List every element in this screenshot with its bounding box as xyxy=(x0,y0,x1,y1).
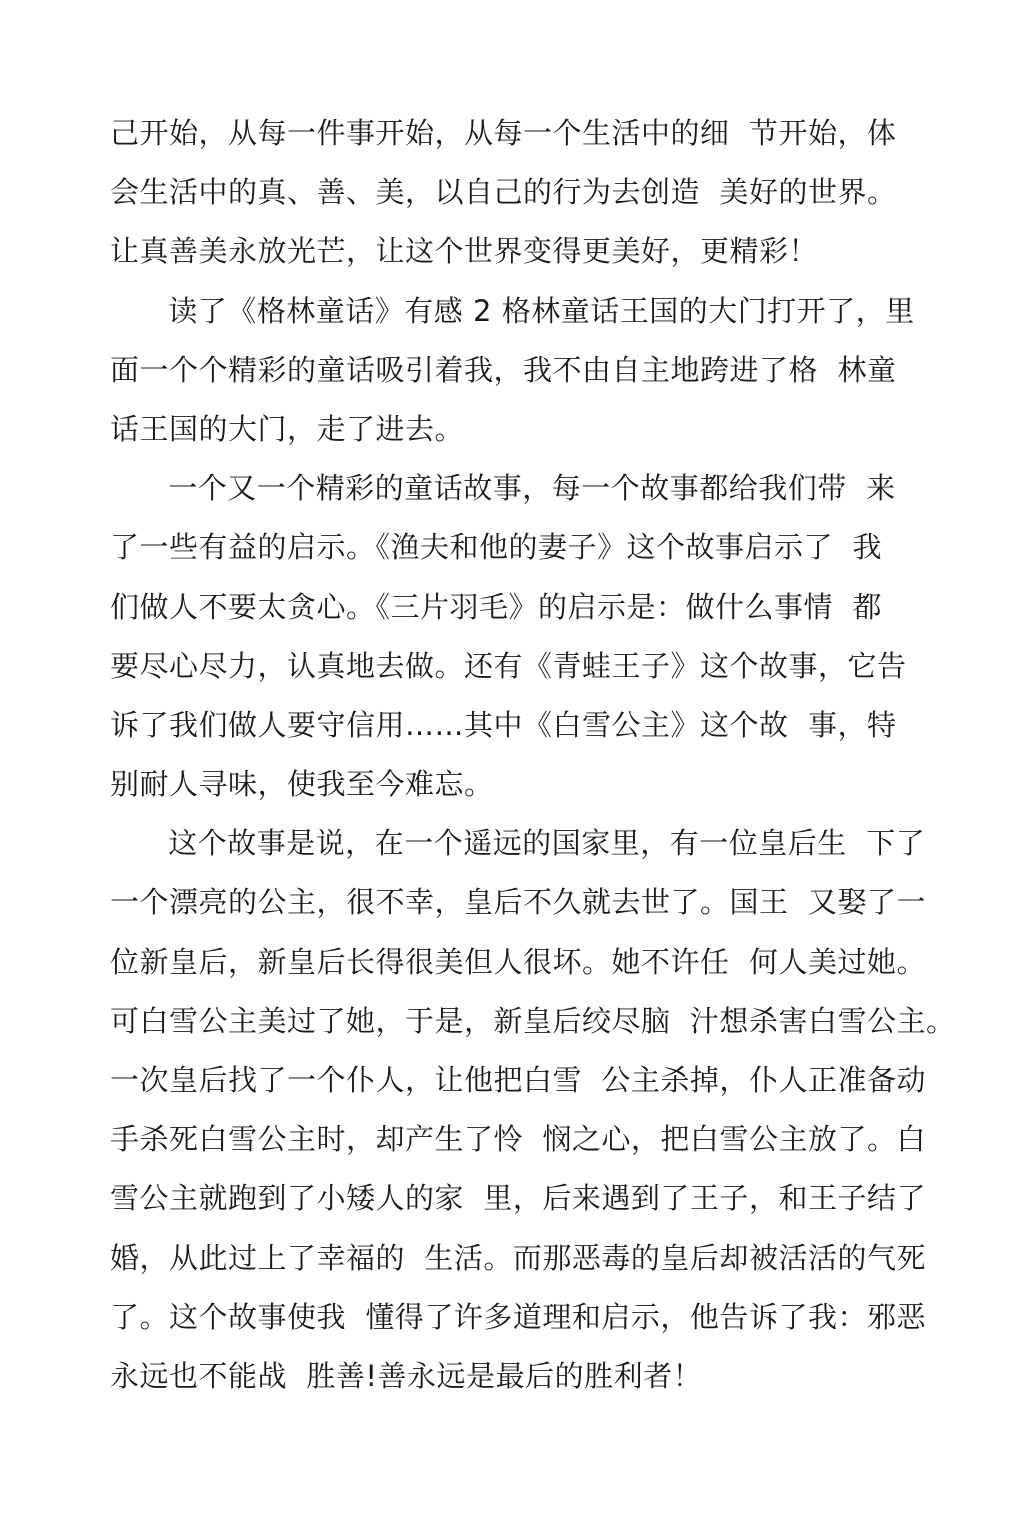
text-line: 一个又一个精彩的童话故事，每一个故事都给我们带 来 xyxy=(110,471,896,506)
body-text xyxy=(110,104,960,1406)
text-line: 婚，从此过上了幸福的 生活。而那恶毒的皇后却被活活的气死 xyxy=(110,1240,926,1275)
text-line: 位新皇后，新皇后长得很美但人很坏。她不许任 何人美过她。 xyxy=(110,944,926,979)
text-line: 这个故事是说，在一个遥远的国家里，有一位皇后生 下了 xyxy=(110,826,926,861)
text-line: 面一个个精彩的童话吸引着我，我不由自主地跨进了格 林童 xyxy=(110,352,897,387)
text-line: 了。这个故事使我 懂得了许多道理和启示，他告诉了我：邪恶 xyxy=(110,1299,926,1334)
text-line: 别耐人寻味，使我至今难忘。 xyxy=(110,767,494,802)
text-line: 一次皇后找了一个仆人，让他把白雪 公主杀掉，仆人正准备动 xyxy=(110,1063,926,1097)
text-line: 诉了我们做人要守信用……其中《白雪公主》这个故 事，特 xyxy=(110,707,897,742)
text-line: 话王国的大门，走了进去。 xyxy=(110,411,465,446)
text-line: 了一些有益的启示。《渔夫和他的妻子》这个故事启示了 我 xyxy=(110,530,882,565)
text-line: 可白雪公主美过了她，于是，新皇后绞尽脑 汁想杀害白雪公主。 xyxy=(110,1003,956,1038)
text-line: 永远也不能战 胜善!善永远是最后的胜利者！ xyxy=(110,1358,703,1393)
text-line: 己开始，从每一件事开始，从每一个生活中的细 节开始，体 xyxy=(110,116,897,150)
text-line: 读了《格林童话》有感 2 格林童话王国的大门打开了，里 xyxy=(110,293,915,328)
text-line: 让真善美永放光芒，让这个世界变得更美好，更精彩！ xyxy=(110,234,819,269)
text-line: 雪公主就跑到了小矮人的家 里，后来遇到了王子，和王子结了 xyxy=(110,1181,926,1216)
text-line: 会生活中的真、善、美，以自己的行为去创造 美好的世界。 xyxy=(110,175,897,210)
text-line: 手杀死白雪公主时，却产生了怜 悯之心，把白雪公主放了。白 xyxy=(110,1122,926,1157)
text-line: 要尽心尽力，认真地去做。还有《青蛙王子》这个故事，它告 xyxy=(110,648,907,683)
text-line: 一个漂亮的公主，很不幸，皇后不久就去世了。国王 又娶了一 xyxy=(110,885,926,920)
text-line: 们做人不要太贪心。《三片羽毛》的启示是：做什么事情 都 xyxy=(110,589,882,624)
